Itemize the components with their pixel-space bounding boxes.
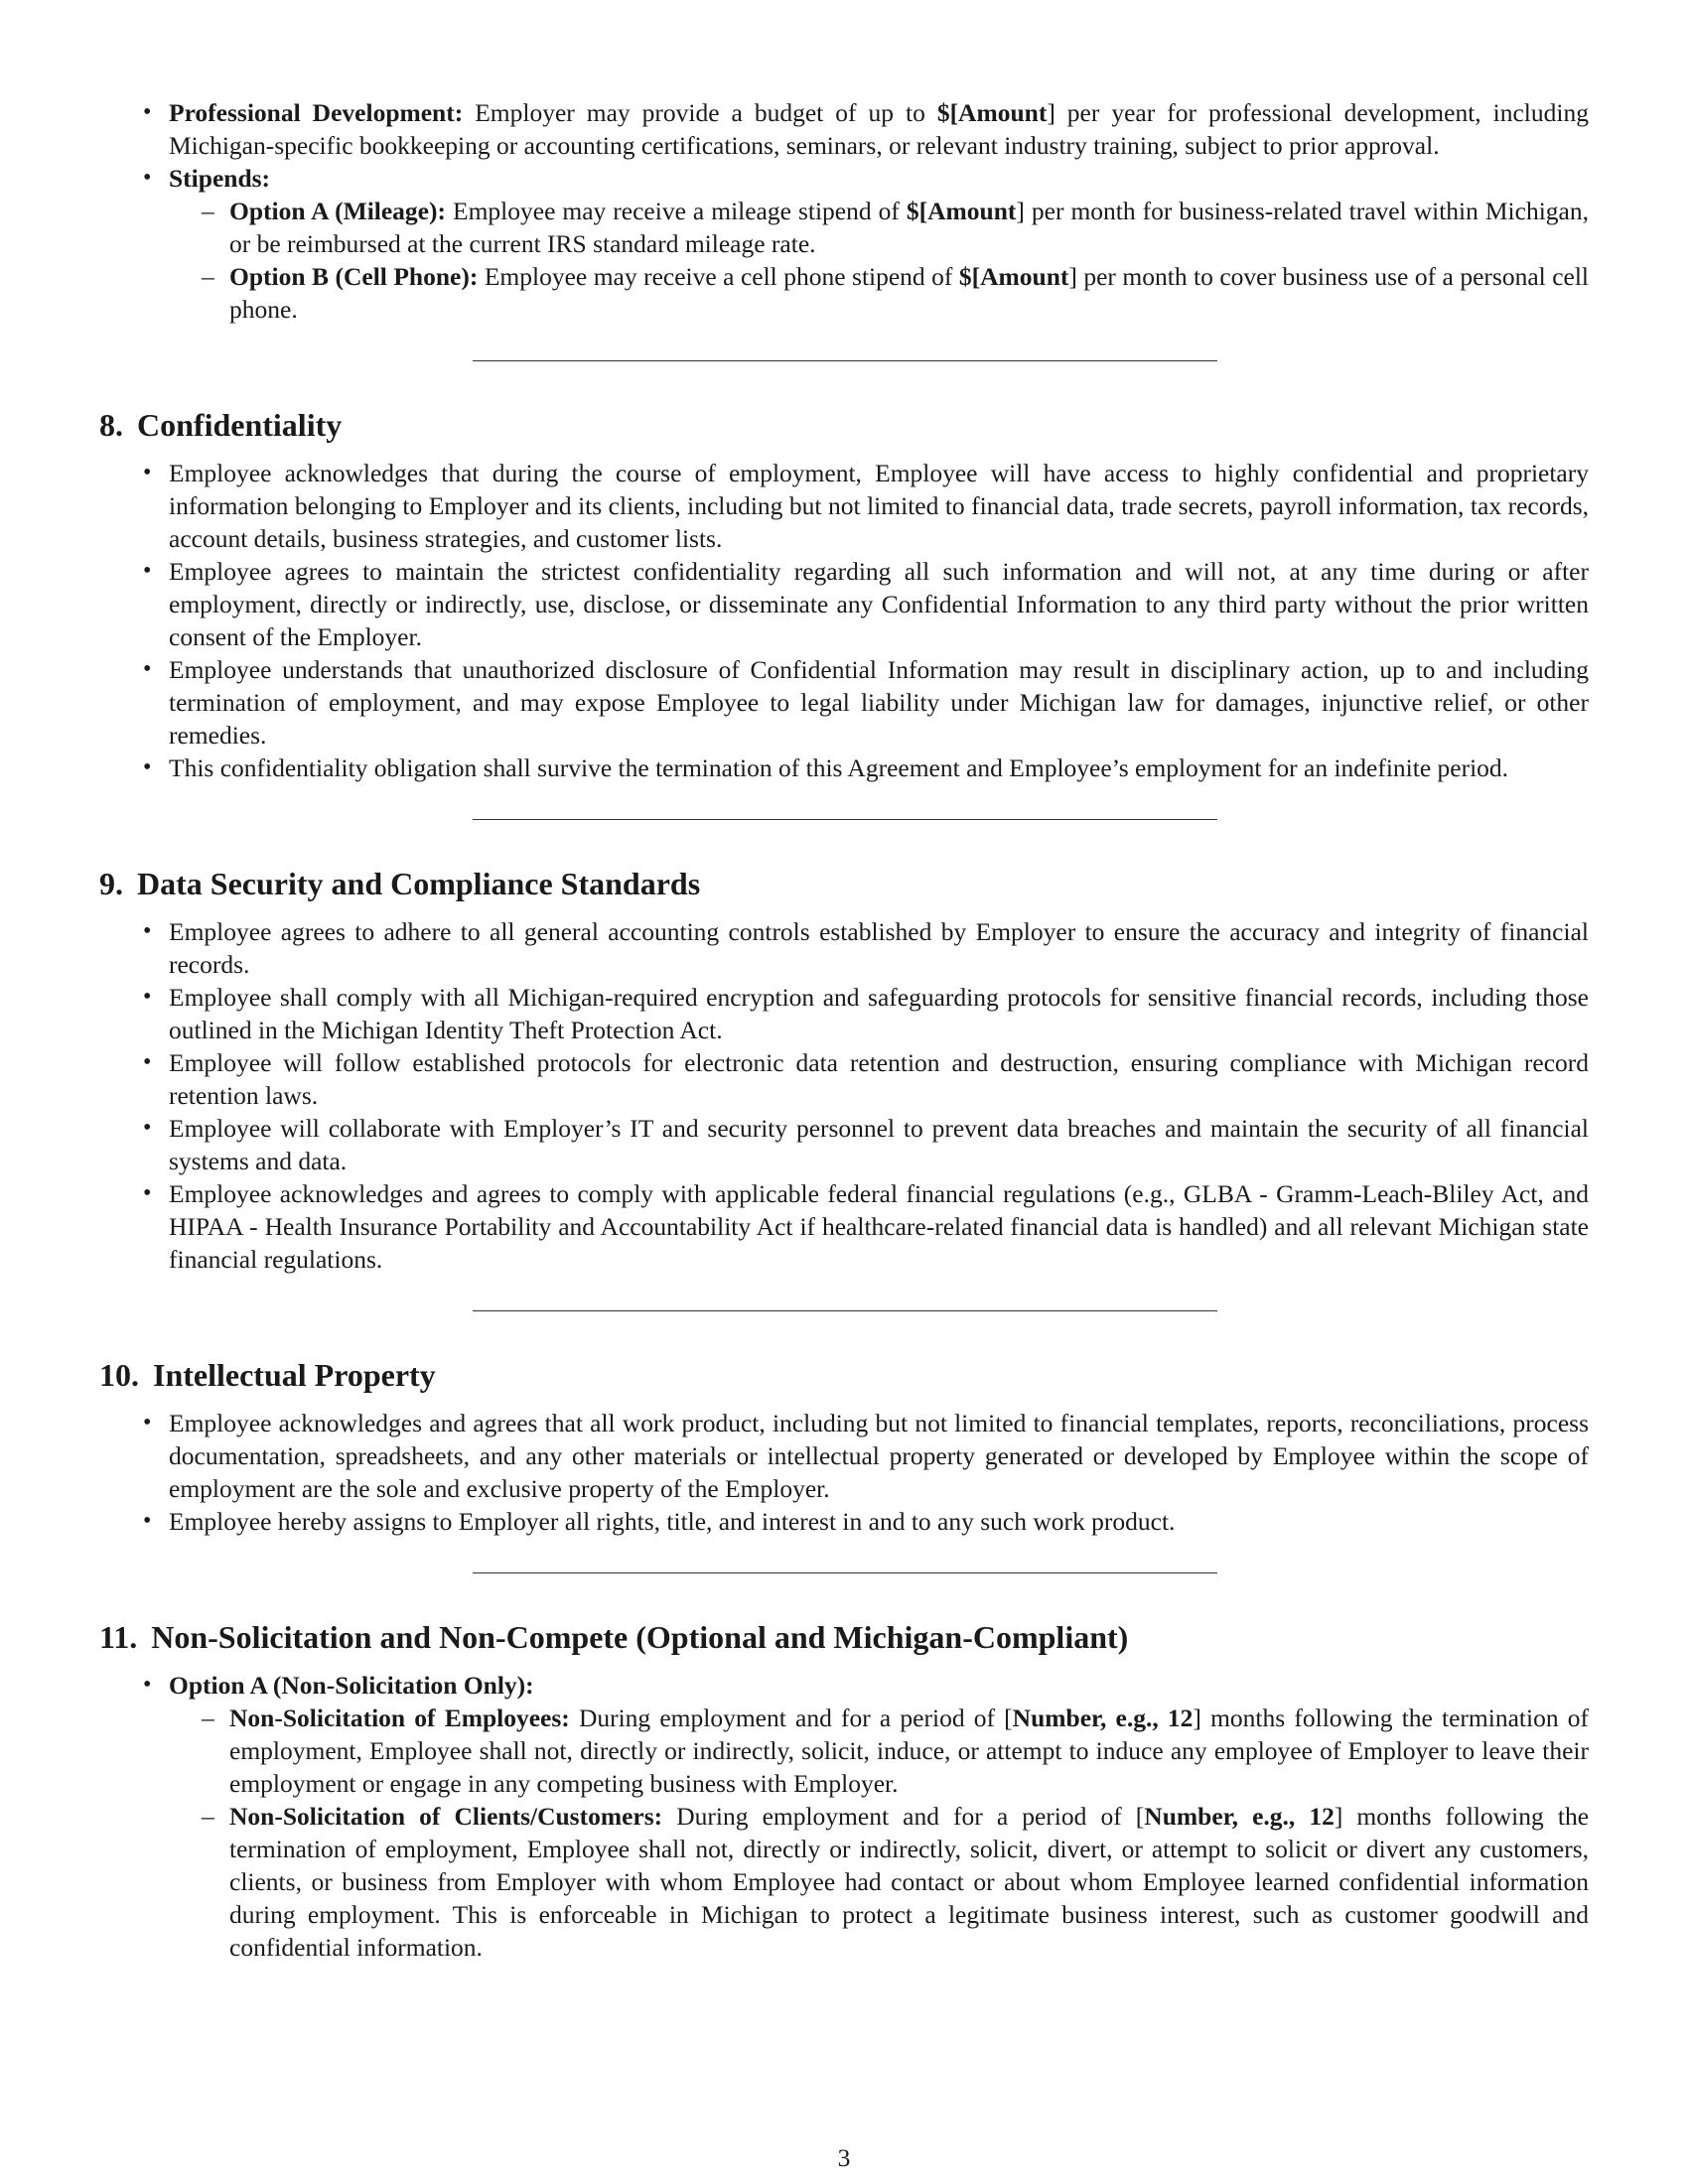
- non-solicitation-clients-label: Non-Solicitation of Clients/Customers:: [229, 1802, 663, 1831]
- number-placeholder: Number, e.g., 12: [1144, 1802, 1335, 1831]
- list-item: • Employee will follow established protocols for electronic data retention and destruction, ensuring compliance with Michigan record retention laws.: [169, 1046, 1589, 1112]
- section-10-list: [169, 1407, 1589, 1538]
- section-title: Non-Solicitation and Non-Compete (Optional and Michigan-Compliant): [151, 1619, 1129, 1655]
- list-item-text: ] months following the termination of employment, Employee shall not, directly or indirectly, solicit, divert, or attempt to solicit or divert any customers, clients, or business from Employer with whom Employee had contact or about whom Employee learned confidential information during employment. This is enforceable in Michigan to protect a legitimate business interest, such as customer goodwill and confidential information.: [229, 1802, 1590, 1962]
- list-item-text: ] per year for professional development, including Michigan-specific bookkeeping or accounting certifications, seminars, or relevant industry training, subject to prior approval.: [169, 98, 1589, 160]
- list-item-text: ] per month for business-related travel within Michigan, or be reimbursed at the current IRS standard mileage rate.: [229, 197, 1589, 258]
- list-item-option-a: [169, 1669, 1589, 1964]
- page-number: 3: [837, 2143, 851, 2172]
- section-divider: [473, 360, 1217, 361]
- list-item: • Employee acknowledges and agrees that all work product, including but not limited to financial templates, reports, reconciliations, process documentation, spreadsheets, and any other materials or intellectual property generated or developed by Employee within the scope of employment are the sole and exclusive property of the Employer.: [169, 1407, 1589, 1505]
- list-item: • Employee agrees to maintain the strictest confidentiality regarding all such information and will not, at any time during or after employment, directly or indirectly, use, disclose, or disseminate any Confidential Information to any third party without the prior written consent of the Employer.: [169, 555, 1589, 653]
- section-heading-10: [99, 1355, 1519, 1395]
- section-number: 10.: [99, 1357, 139, 1393]
- list-item-text: ] months following the termination of employment, Employee shall not, directly or indirectly, solicit, induce, or attempt to induce any employee of Employer to leave their employment or engage in any competing business with Employer.: [229, 1704, 1590, 1798]
- section-11-list: [169, 1669, 1589, 1964]
- document-page: [99, 96, 1590, 1964]
- section-heading-11: [99, 1617, 1519, 1657]
- list-item: • Employee understands that unauthorized disclosure of Confidential Information may result in disciplinary action, up to and including termination of employment, and may expose Employee to legal liability under Michigan law for damages, injunctive relief, or other remedies.: [169, 653, 1589, 751]
- option-a-label: Option A (Mileage):: [229, 197, 446, 225]
- list-item-professional-development: [169, 96, 1589, 162]
- section-divider: [473, 1310, 1217, 1311]
- amount-placeholder: $[Amount: [958, 262, 1069, 291]
- list-item-text: Employee may receive a mileage stipend of: [446, 197, 907, 225]
- list-item: • Employee shall comply with all Michigan-required encryption and safeguarding protocols for sensitive financial records, including those outlined in the Michigan Identity Theft Protection Act.: [169, 981, 1589, 1046]
- option-a-label: Option A (Non-Solicitation Only):: [169, 1671, 534, 1700]
- option-a-sublist: [169, 1702, 1589, 1964]
- amount-placeholder: $[Amount: [936, 98, 1048, 127]
- section-8-list: [169, 457, 1589, 784]
- professional-development-label: Professional Development:: [169, 98, 464, 127]
- option-b-label: Option B (Cell Phone):: [229, 262, 479, 291]
- list-item: • Employee acknowledges and agrees to comply with applicable federal financial regulations (e.g., GLBA - Gramm-Leach-Bliley Act, and HIPAA - Health Insurance Portability and Accountability Act if healthcare-related financial data is handled) and all relevant Michigan state financial regulations.: [169, 1177, 1589, 1276]
- section-title: Data Security and Compliance Standards: [137, 866, 701, 901]
- sublist-item-employees: [229, 1702, 1589, 1800]
- sublist-item-option-b: [229, 260, 1589, 326]
- list-item: • Employee hereby assigns to Employer all rights, title, and interest in and to any such work product.: [169, 1505, 1589, 1538]
- list-item-text: Employee may receive a cell phone stipend of: [478, 262, 959, 291]
- list-item: • Employee agrees to adhere to all general accounting controls established by Employer to ensure the accuracy and integrity of financial records.: [169, 915, 1589, 981]
- section-heading-8: [99, 405, 1519, 445]
- list-item-text: During employment and for a period of [: [569, 1704, 1013, 1732]
- number-placeholder: Number, e.g., 12: [1012, 1704, 1194, 1732]
- section-number: 9.: [99, 866, 123, 901]
- list-item: • This confidentiality obligation shall survive the termination of this Agreement and Employee’s employment for an indefinite period.: [169, 751, 1589, 784]
- section-number: 8.: [99, 407, 123, 443]
- non-solicitation-employees-label: Non-Solicitation of Employees:: [229, 1704, 570, 1732]
- section-title: Intellectual Property: [153, 1357, 436, 1393]
- benefits-list: [169, 96, 1589, 326]
- list-item-stipends: [169, 162, 1589, 326]
- section-divider: [473, 819, 1217, 820]
- sublist-item-clients: [229, 1800, 1589, 1964]
- sublist-item-option-a: [229, 195, 1589, 260]
- list-item-text: ] per month to cover business use of a personal cell phone.: [229, 262, 1589, 324]
- section-9-list: [169, 915, 1589, 1276]
- list-item: • Employee acknowledges that during the course of employment, Employee will have access to highly confidential and proprietary information belonging to Employer and its clients, including but not limited to financial data, trade secrets, payroll information, tax records, account details, business strategies, and customer lists.: [169, 457, 1589, 555]
- stipends-sublist: [169, 195, 1589, 326]
- list-item: • Employee will collaborate with Employer’s IT and security personnel to prevent data breaches and maintain the security of all financial systems and data.: [169, 1112, 1589, 1177]
- list-item-text: Employer may provide a budget of up to: [463, 98, 937, 127]
- amount-placeholder: $[Amount: [906, 197, 1017, 225]
- section-title: Confidentiality: [137, 407, 343, 443]
- list-item-text: During employment and for a period of [: [662, 1802, 1145, 1831]
- section-heading-9: [99, 864, 1519, 903]
- stipends-label: Stipends:: [169, 164, 271, 193]
- section-number: 11.: [99, 1619, 138, 1655]
- section-divider: [473, 1572, 1217, 1573]
